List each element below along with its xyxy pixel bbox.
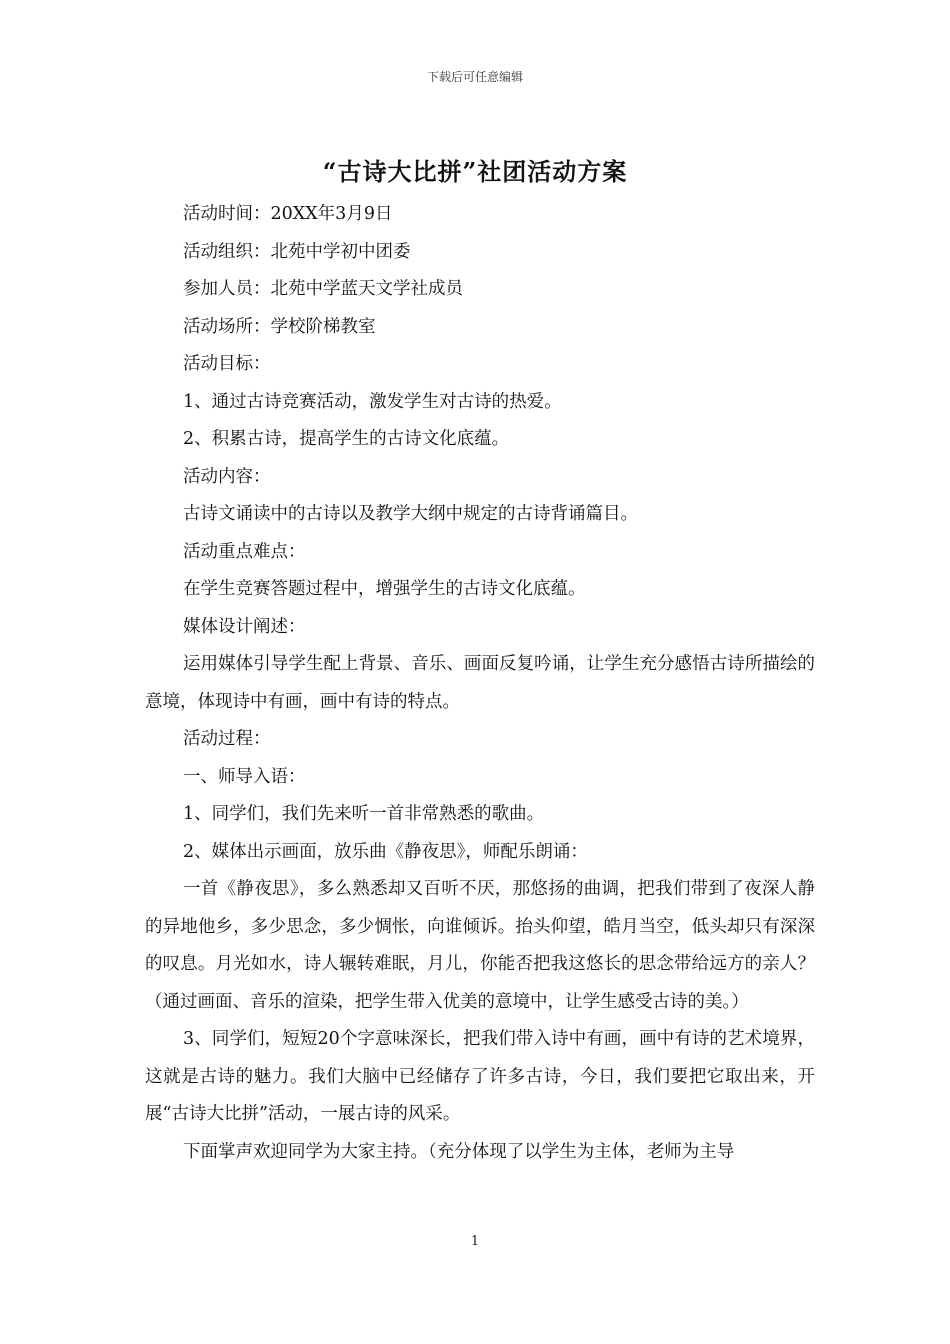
intro-step-2: 2、媒体出示画面，放乐曲《静夜思》，师配乐朗诵：	[183, 841, 588, 862]
objective-2: 2、积累古诗，提高学生的古诗文化底蕴。	[183, 429, 510, 449]
page-number: 1	[470, 1234, 480, 1249]
activity-time: 活动时间：20XX年3月9日	[183, 204, 393, 224]
content-heading: 活动内容：	[183, 466, 271, 487]
activity-venue: 活动场所：学校阶梯教室	[183, 316, 376, 337]
activity-organizer: 活动组织：北苑中学初中团委	[183, 241, 411, 262]
intro-step-1: 1、同学们，我们先来听一首非常熟悉的歌曲。	[183, 804, 545, 824]
process-heading: 活动过程：	[183, 729, 271, 749]
intro-heading: 一、师导入语：	[183, 766, 306, 787]
header-note: 下载后可任意编辑	[426, 70, 523, 84]
participants: 参加人员：北苑中学蓝天文学社成员	[183, 279, 463, 299]
media-design-paragraph: 运用媒体引导学生配上背景、音乐、画面反复吟诵，让学生充分感悟古诗所描绘的意境，体现诗中有画，画中有诗的特点。	[145, 654, 815, 712]
key-points-text: 在学生竞赛答题过程中，增强学生的古诗文化底蕴。	[183, 579, 586, 599]
content-text: 古诗文诵读中的古诗以及教学大纲中规定的古诗背诵篇目。	[183, 504, 638, 524]
key-points-heading: 活动重点难点：	[183, 541, 306, 562]
objectives-heading: 活动目标：	[183, 354, 271, 374]
document-body	[145, 196, 815, 1171]
objective-1: 1、通过古诗竞赛活动，激发学生对古诗的热爱。	[183, 391, 562, 412]
document-title: “古诗大比拼”社团活动方案	[322, 157, 628, 186]
media-design-heading: 媒体设计阐述：	[183, 616, 306, 637]
host-intro-paragraph: 下面掌声欢迎同学为大家主持。（充分体现了以学生为主体，老师为主导	[183, 1141, 735, 1162]
recitation-paragraph: 一首《静夜思》，多么熟悉却又百听不厌，那悠扬的曲调，把我们带到了夜深人静的异地他乡，多少思念，多少惆怅，向谁倾诉。抬头仰望，皓月当空，低头却只有深深的叹息。月光如水，诗人辗转难眠，月儿，你能否把我这悠长的思念带给远方的亲人？（通过画面、音乐的渲染，把学生带入优美的意境中，让学生感受古诗的美。）	[145, 879, 815, 1012]
intro-step-3-paragraph: 3、同学们，短短20个字意味深长，把我们带入诗中有画，画中有诗的艺术境界，这就是古诗的魅力。我们大脑中已经储存了许多古诗，今日，我们要把它取出来，开展“古诗大比拼”活动，一展古诗的风采。	[145, 1029, 815, 1124]
